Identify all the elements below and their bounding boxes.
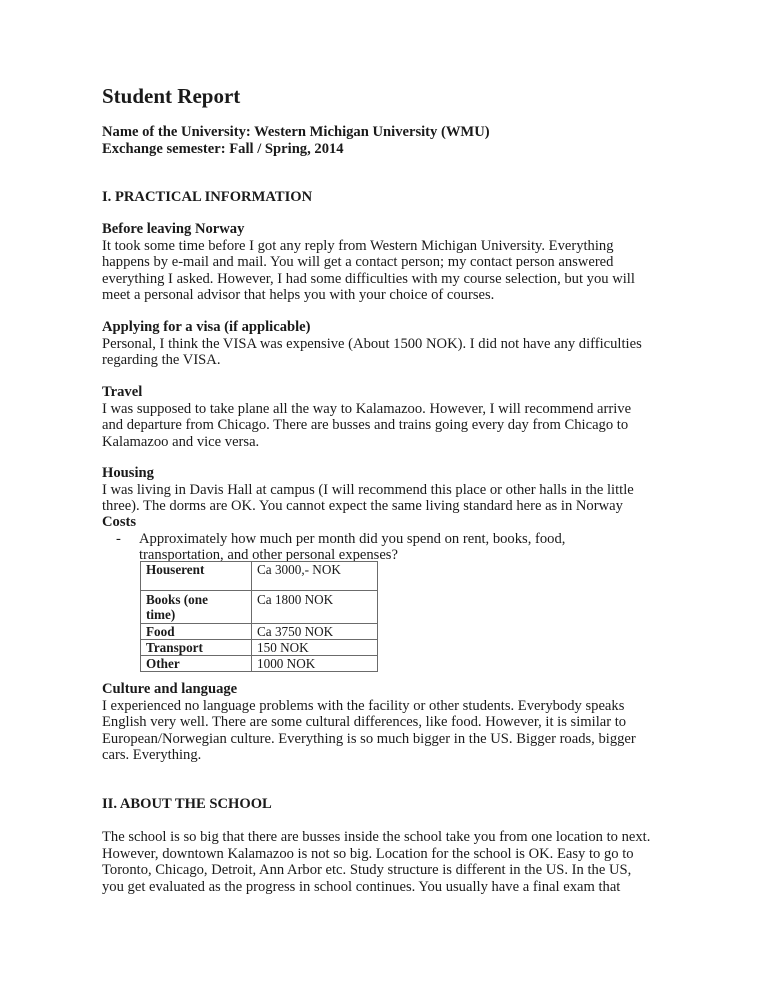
text-line: I was living in Davis Hall at campus (I will recommend this place or other halls in the little bbox=[102, 481, 634, 498]
subheading-before-leaving-norway: Before leaving Norway bbox=[102, 221, 245, 237]
paragraph-visa bbox=[102, 336, 682, 369]
cost-label-line: time) bbox=[146, 607, 176, 622]
text-line: everything I asked. However, I had some difficulties with my course selection, but you will bbox=[102, 270, 635, 287]
section-heading-about-the-school: II. ABOUT THE SCHOOL bbox=[102, 796, 272, 812]
table-row bbox=[141, 591, 378, 624]
text-line: three). The dorms are OK. You cannot expect the same living standard here as in Norway bbox=[102, 498, 623, 514]
costs-question bbox=[139, 531, 565, 564]
table-row bbox=[141, 656, 378, 672]
cost-value: 1000 NOK bbox=[252, 656, 378, 672]
text-line: Toronto, Chicago, Detroit, Ann Arbor etc. Study structure is different in the US. In the US, bbox=[102, 862, 632, 878]
subheading-housing: Housing bbox=[102, 465, 154, 481]
exchange-semester: Exchange semester: Fall / Spring, 2014 bbox=[102, 140, 344, 157]
paragraph-travel bbox=[102, 401, 682, 451]
cost-value: Ca 1800 NOK bbox=[252, 591, 378, 624]
text-line: I was supposed to take plane all the way to Kalamazoo. However, I will recommend arrive bbox=[102, 400, 632, 417]
table-row bbox=[141, 624, 378, 640]
text-line: Kalamazoo and vice versa. bbox=[102, 433, 260, 450]
subheading-visa: Applying for a visa (if applicable) bbox=[102, 319, 311, 335]
text-line: regarding the VISA. bbox=[102, 352, 221, 368]
paragraph-housing bbox=[102, 482, 682, 515]
text-line: meet a personal advisor that helps you with your choice of courses. bbox=[102, 287, 495, 303]
table-row bbox=[141, 562, 378, 591]
text-line: It took some time before I got any reply from Western Michigan University. Everything bbox=[102, 237, 614, 254]
costs-table bbox=[140, 561, 378, 672]
document-title: Student Report bbox=[102, 84, 241, 108]
text-line: The school is so big that there are busses inside the school take you from one location to next. bbox=[102, 829, 651, 845]
cost-label bbox=[141, 591, 252, 624]
subheading-travel: Travel bbox=[102, 384, 143, 400]
text-line: I experienced no language problems with the facility or other students. Everybody speaks bbox=[102, 697, 625, 714]
cost-label: Transport bbox=[141, 640, 252, 656]
text-line: Approximately how much per month did you spend on rent, books, food, bbox=[139, 530, 566, 547]
list-bullet-dash: - bbox=[116, 530, 121, 547]
cost-label-line: Books (one bbox=[146, 592, 208, 607]
table-row bbox=[141, 640, 378, 656]
cost-label: Houserent bbox=[141, 562, 252, 591]
paragraph-culture-and-language bbox=[102, 698, 682, 764]
paragraph-before-leaving-norway bbox=[102, 238, 682, 304]
subheading-culture-and-language: Culture and language bbox=[102, 681, 238, 697]
university-name: Name of the University: Western Michigan University (WMU) bbox=[102, 124, 490, 140]
subheading-costs: Costs bbox=[102, 514, 137, 530]
cost-value: 150 NOK bbox=[252, 640, 378, 656]
section-heading-practical-information: I. PRACTICAL INFORMATION bbox=[102, 189, 313, 205]
cost-label: Food bbox=[141, 624, 252, 640]
cost-value: Ca 3000,- NOK bbox=[252, 562, 378, 591]
text-line: European/Norwegian culture. Everything is so much bigger in the US. Bigger roads, bigger bbox=[102, 730, 636, 747]
text-line: happens by e-mail and mail. You will get a contact person; my contact person answered bbox=[102, 254, 614, 270]
text-line: you get evaluated as the progress in school continues. You usually have a final exam that bbox=[102, 878, 621, 895]
text-line: Personal, I think the VISA was expensive (About 1500 NOK). I did not have any difficulties bbox=[102, 335, 642, 352]
paragraph-about-the-school bbox=[102, 829, 682, 895]
cost-value: Ca 3750 NOK bbox=[252, 624, 378, 640]
text-line: However, downtown Kalamazoo is not so big. Location for the school is OK. Easy to go to bbox=[102, 845, 634, 862]
text-line: and departure from Chicago. There are busses and trains going every day from Chicago to bbox=[102, 417, 629, 433]
text-line: English very well. There are some cultural differences, like food. However, it is similar to bbox=[102, 714, 627, 730]
text-line: transportation, and other personal expenses? bbox=[139, 547, 398, 563]
cost-label: Other bbox=[141, 656, 252, 672]
text-line: cars. Everything. bbox=[102, 747, 202, 763]
